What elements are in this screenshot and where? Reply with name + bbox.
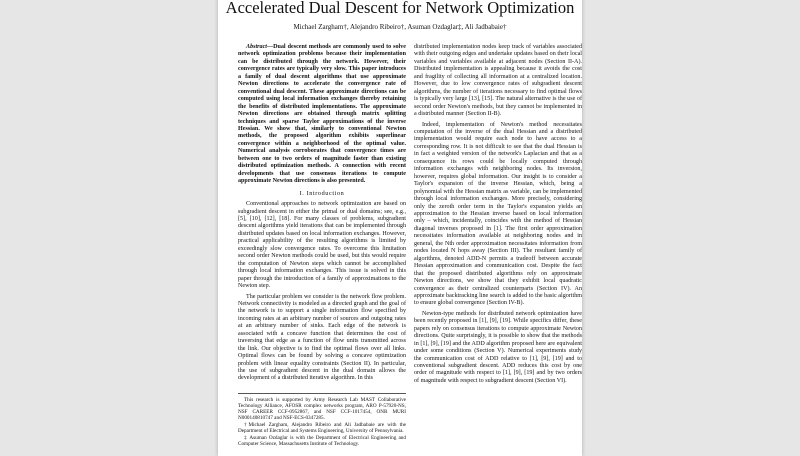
abstract-text: —Dual descent methods are commonly used to solve network optimization problems because their implementation can be distributed through the network. However, their convergence rates are typically very slow. This paper introduces a family of dual descent algorithms that use approximate Newton directions to accelerate the convergence rate of conventional dual descent. These approximate directions can be computed using local information exchanges thereby retaining the benefits of distributed implementations. The approximate Newton directions are obtained through matrix splitting techniques and sparse Taylor approximations of the inverse Hessian. We show that, similarly to conventional Newton methods, the proposed algorithm exhibits superlinear convergence within a neighborhood of the optimal value. Numerical analysis corroborates that convergence times are between one to two orders of magnitude faster than existing distributed optimization methods. A connection with recent developments that use consensus iterations to compute approximate Newton directions is also presented. xyxy=(238,44,406,185)
paper-title: Accelerated Dual Descent for Network Optimization xyxy=(225,0,575,17)
left-column xyxy=(238,44,406,386)
paragraph: distributed implementation nodes keep track of variables associated with their outgoing edges and undertake updates based on their local variables and variables available at adjacent nodes (Section II-A). Distributed implementation is appealing because it avoids the cost and fragility of collecting all information at a centralized location. However, due to low convergence rates of subgradient descent algorithms, the number of iterations necessary to find optimal flows is typically very large [13], [15]. The natural alternative is the use of second order Newton's methods, but they cannot be implemented in a distributed manner (Section II-B). xyxy=(414,44,582,118)
abstract-label: Abstract xyxy=(246,44,267,50)
abstract xyxy=(238,44,406,186)
footnotes xyxy=(238,393,406,448)
paper-page xyxy=(218,0,582,456)
footnote-affiliation-mit: ‡ Asuman Ozdaglar is with the Department of Electrical Engineering and Computer Science, Massachusetts Institute of Technology. xyxy=(238,435,406,447)
right-column xyxy=(414,44,582,388)
footnote-affiliation-penn: †Michael Zargham, Alejandro Ribeiro and Ali Jadbabaie are with the Department of Electrical and Systems Engineering, University of Pennsylvania. xyxy=(238,422,406,434)
paragraph: The particular problem we consider is the network flow problem. Network connectivity is modeled as a directed graph and the goal of the network is to support a single information flow specified by incoming rates at an arbitrary number of sources and outgoing rates at an arbitrary number of sinks. Each edge of the network is associated with a concave function that determines the cost of traversing that edge as a function of flow units transmitted across the link. Our objective is to find the optimal flows over all links. Optimal flows can be found by solving a concave optimization problem with linear equality constraints (Section II). In particular, the use of subgradient descent in the dual domain allows the development of a distributed iterative algorithm. In this xyxy=(238,293,406,382)
paragraph: Conventional approaches to network optimization are based on subgradient descent in either the primal or dual domains; see, e.g., [5], [10], [12], [18]. For many classes of problems, subgradient descent algorithms yield iterations that can be implemented through distributed updates based on local information exchanges. However, practical applicability of the resulting algorithms is limited by exceedingly slow convergence rates. To overcome this limitation second order Newton methods could be used, but this would require the computation of Newton steps which cannot be accomplished through local information exchanges. This issue is solved in this paper through the introduction of a family of approximations to the Newton step. xyxy=(238,201,406,290)
author-list: Michael Zargham†, Alejandro Ribeiro†, Asuman Ozdaglar‡, Ali Jadbabaie† xyxy=(293,23,507,31)
section-heading-introduction: I. Introduction xyxy=(299,189,345,197)
paragraph: Indeed, implementation of Newton's method necessitates computation of the inverse of the dual Hessian and a distributed implementation would require each node to have access to a corresponding row. It is not difficult to see that the dual Hessian is in fact a weighted version of the network's Laplacian and that as a consequence its rows could be locally computed through information exchanges with neighboring nodes. Its inversion, however, requires global information. Our insight is to consider a Taylor's expansion of the inverse Hessian, which, being a polynomial with the Hessian matrix as variable, can be implemented through local information exchanges. More precisely, considering only the zeroth order term in the Taylor's expansion yields an approximation to the Hessian inverse based on local information only – which, incidentally, coincides with the method of Hessian diagonal inverses proposed in [1]. The first order approximation necessitates information available at neighboring nodes and in general, the Nth order approximation necessitates information from nodes located N hops away (Section III). The resultant family of algorithms, denoted ADD-N permits a tradeoff between accurate Hessian approximation and communication cost. Despite the fact that the proposed distributed algorithms rely on approximate Newton directions, we show that they exhibit local quadratic convergence as their centralized counterparts (Section IV). An approximate backtracking line search is added to the basic algorithm to ensure global convergence (Section IV-B). xyxy=(414,121,582,307)
paragraph: Newton-type methods for distributed network optimization have been recently proposed in [1], [9], [19]. While specifics differ, these papers rely on consensus iterations to compute approximate Newton directions. Quite surprisingly, it is possible to show that the methods in [1], [9], [19] and the ADD algorithm proposed here are equivalent under some conditions (Section V). Numerical experiments study the communication cost of ADD relative to [1], [9], [19] and to conventional subgradient descent. ADD reduces this cost by one order of magnitude with respect to [1], [9], [19] and by two orders of magnitude with respect to subgradient descent (Section VI). xyxy=(414,310,582,384)
footnote-funding: This research is supported by Army Research Lab MAST Collaborative Technology Alliance, AFOSR complex networks program, ARO P-57920-NS, NSF CAREER CCF-0952867, and NSF CCF-1017454, ONR MURI N000140810747 and NSF-ECS-0347285. xyxy=(238,397,406,421)
